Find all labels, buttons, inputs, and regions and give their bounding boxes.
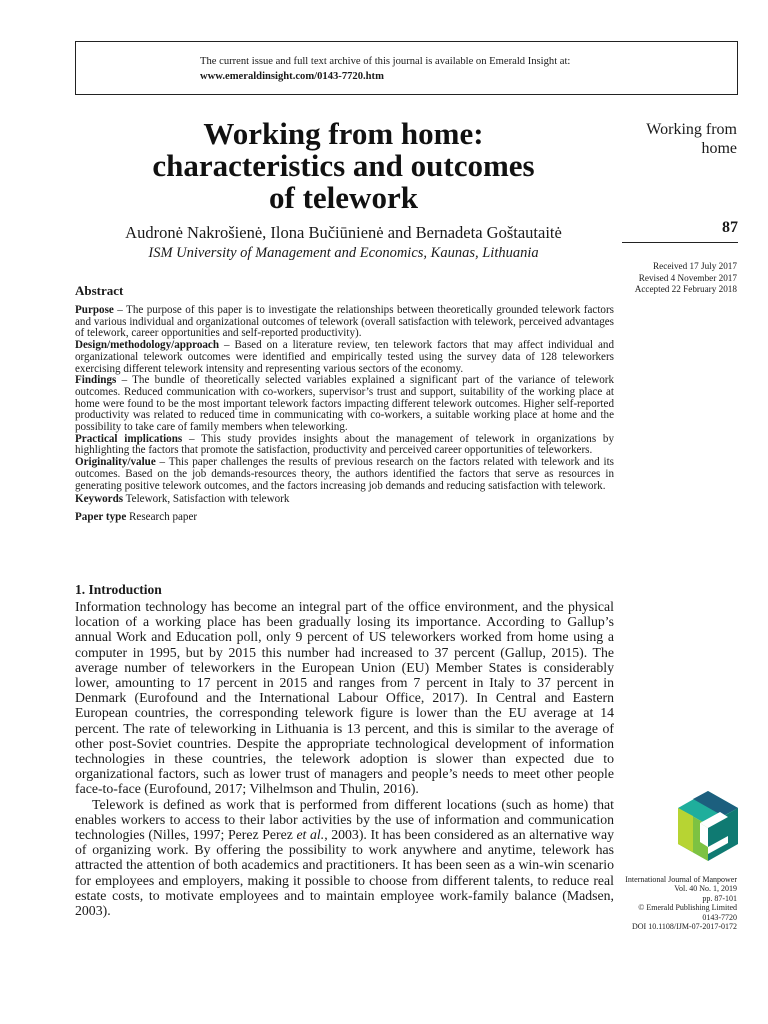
keywords-text: Telework, Satisfaction with telework <box>123 493 290 506</box>
page-number: 87 <box>722 219 738 236</box>
abstract-section <box>75 283 614 524</box>
banner-text: The current issue and full text archive of this journal is available on Emerald Insight at: <box>200 56 571 67</box>
revised-date: Revised 4 November 2017 <box>638 272 737 283</box>
originality-text: – This paper challenges the results of previous research on the factors related with telework and its outcomes. Based on the job demands-resources theory, the authors identified the factors that serve as resources in generating positive telework outcomes, and the factors increasing job demands and reducing satisfaction with telework. <box>75 456 614 492</box>
keywords-label: Keywords <box>75 493 124 506</box>
design-label: Design/methodology/approach <box>75 339 220 352</box>
abstract-heading: Abstract <box>75 283 124 298</box>
introduction-paragraph-1: Information technology has become an integral part of the office environment, and the physical location of a working place has been gradually losing its importance. According to Gallup’s annual Work and Education poll, only 9 percent of US teleworkers worked from home using a computer in 1995, but by 2015 this number had increased to 37 percent (Gallup, 2015). The average number of teleworkers in the European Union (EU) Member States is considerably lower, amounting to 17 percent in 2015 and ranges from 7 percent in Italy to 37 percent in Denmark (Eurofound and the International Labour Office, 2017). In Central and Eastern European countries, the corresponding telework figure is lower than the EU average at 14 percent. The rate of teleworking in Lithuania is 13 percent, and this is similar to the average of other post-Soviet countries. Despite the appropriate technological development of information technologies in these countries, the telework adoption is slower than expected due to organizational factors, such as lower trust of managers and people’s needs to meet other people face-to-face (Eurofound, 2017; Vilhelmson and Thulin, 2016). <box>75 599 614 797</box>
title-line-1: Working from home: <box>203 116 484 151</box>
author-affiliation: ISM University of Management and Economics, Kaunas, Lithuania <box>148 245 539 261</box>
running-title <box>597 120 737 158</box>
practical-text: – This study provides insights about the management of telework in organizations by highlighting the factors that promote the satisfaction, productivity and perceived career opportunities of teleworkers. <box>75 432 615 457</box>
findings-text: – The bundle of theoretically selected variables explained a significant part of the variance of telework outcomes. Reduced communication with co-workers, supervisor’s trust and support, suitability of the working place at home were found to be the most important telework factors impacting different telework outcomes. Higher self-reported productivity was related to reduced time in communicating with co-workers, a suitable working place at home and the possibility to take care of family members when teleworking. <box>75 374 614 434</box>
journal-archive-banner <box>75 41 738 95</box>
introduction-heading: 1. Introduction <box>75 582 162 597</box>
emerald-logo-icon <box>676 789 740 863</box>
journal-volume: Vol. 40 No. 1, 2019 <box>674 884 737 894</box>
paper-title <box>75 118 612 214</box>
accepted-date: Accepted 22 February 2018 <box>634 284 737 295</box>
originality-label: Originality/value <box>75 456 156 469</box>
received-date: Received 17 July 2017 <box>653 261 737 271</box>
abstract-purpose <box>75 305 614 340</box>
abstract-keywords <box>75 494 614 506</box>
author-list: Audronė Nakrošienė, Ilona Bučiūnienė and Bernadeta Goštautaitė <box>125 223 562 242</box>
practical-label: Practical implications <box>75 432 183 445</box>
findings-label: Findings <box>75 374 117 387</box>
design-text: – Based on a literature review, ten telework factors that may affect individual and organizational telework outcomes were identified and empirically tested using the survey data of 128 teleworkers exercising different telework intensity and representing various sectors of the economy. <box>75 339 614 375</box>
running-title-line-2: home <box>701 140 737 157</box>
journal-publisher: © Emerald Publishing Limited <box>638 903 737 913</box>
abstract-originality <box>75 457 614 492</box>
journal-name: International Journal of Manpower <box>625 875 737 884</box>
purpose-label: Purpose <box>75 304 114 316</box>
page-number-rule <box>622 242 738 243</box>
paragraph-2-part-a: Telework is defined as work that is performed from different locations (such as home) that enables workers to access to their labor activities by the use of information and communication technologies (Nilles, 1997; Perez Perez <box>75 796 614 843</box>
abstract-practical <box>75 434 614 457</box>
journal-issn: 0143-7720 <box>702 912 737 922</box>
abstract-design <box>75 340 614 375</box>
journal-doi[interactable]: DOI 10.1108/IJM-07-2017-0172 <box>631 922 737 932</box>
paragraph-2-etal: et al. <box>296 827 325 843</box>
paper-type-label: Paper type <box>75 510 127 523</box>
title-line-3: of telework <box>269 180 418 215</box>
running-title-line-1: Working from <box>646 121 737 138</box>
paper-type-text: Research paper <box>126 510 198 523</box>
introduction-paragraph-2 <box>75 797 614 919</box>
paragraph-2-part-b: , 2003). It has been considered as an alternative way of organizing work. By offering the possibility to work anywhere and anytime, telework has attracted the attention of both academics and practitioners. It has been seen as a win-win scenario for employees and employers, making it possible to choose from different talents, to reduce real estate costs, to motivate employees and to maintain employee work-family balance (Madsen, 2003). <box>75 827 615 919</box>
title-line-2: characteristics and outcomes <box>152 148 535 183</box>
purpose-text: – The purpose of this paper is to investigate the relationships between theoretically grounded telework factors and various individual and organizational outcomes of telework (overall satisfaction with telework, perceived advantages of telework, career opportunities and self-reported productivity). <box>75 304 614 340</box>
abstract-paper-type <box>75 512 614 524</box>
journal-pages: pp. 87-101 <box>702 893 737 903</box>
banner-url-link[interactable]: www.emeraldinsight.com/0143-7720.htm <box>200 70 384 82</box>
abstract-findings <box>75 375 614 434</box>
introduction-section <box>75 582 614 918</box>
journal-information <box>577 875 737 931</box>
